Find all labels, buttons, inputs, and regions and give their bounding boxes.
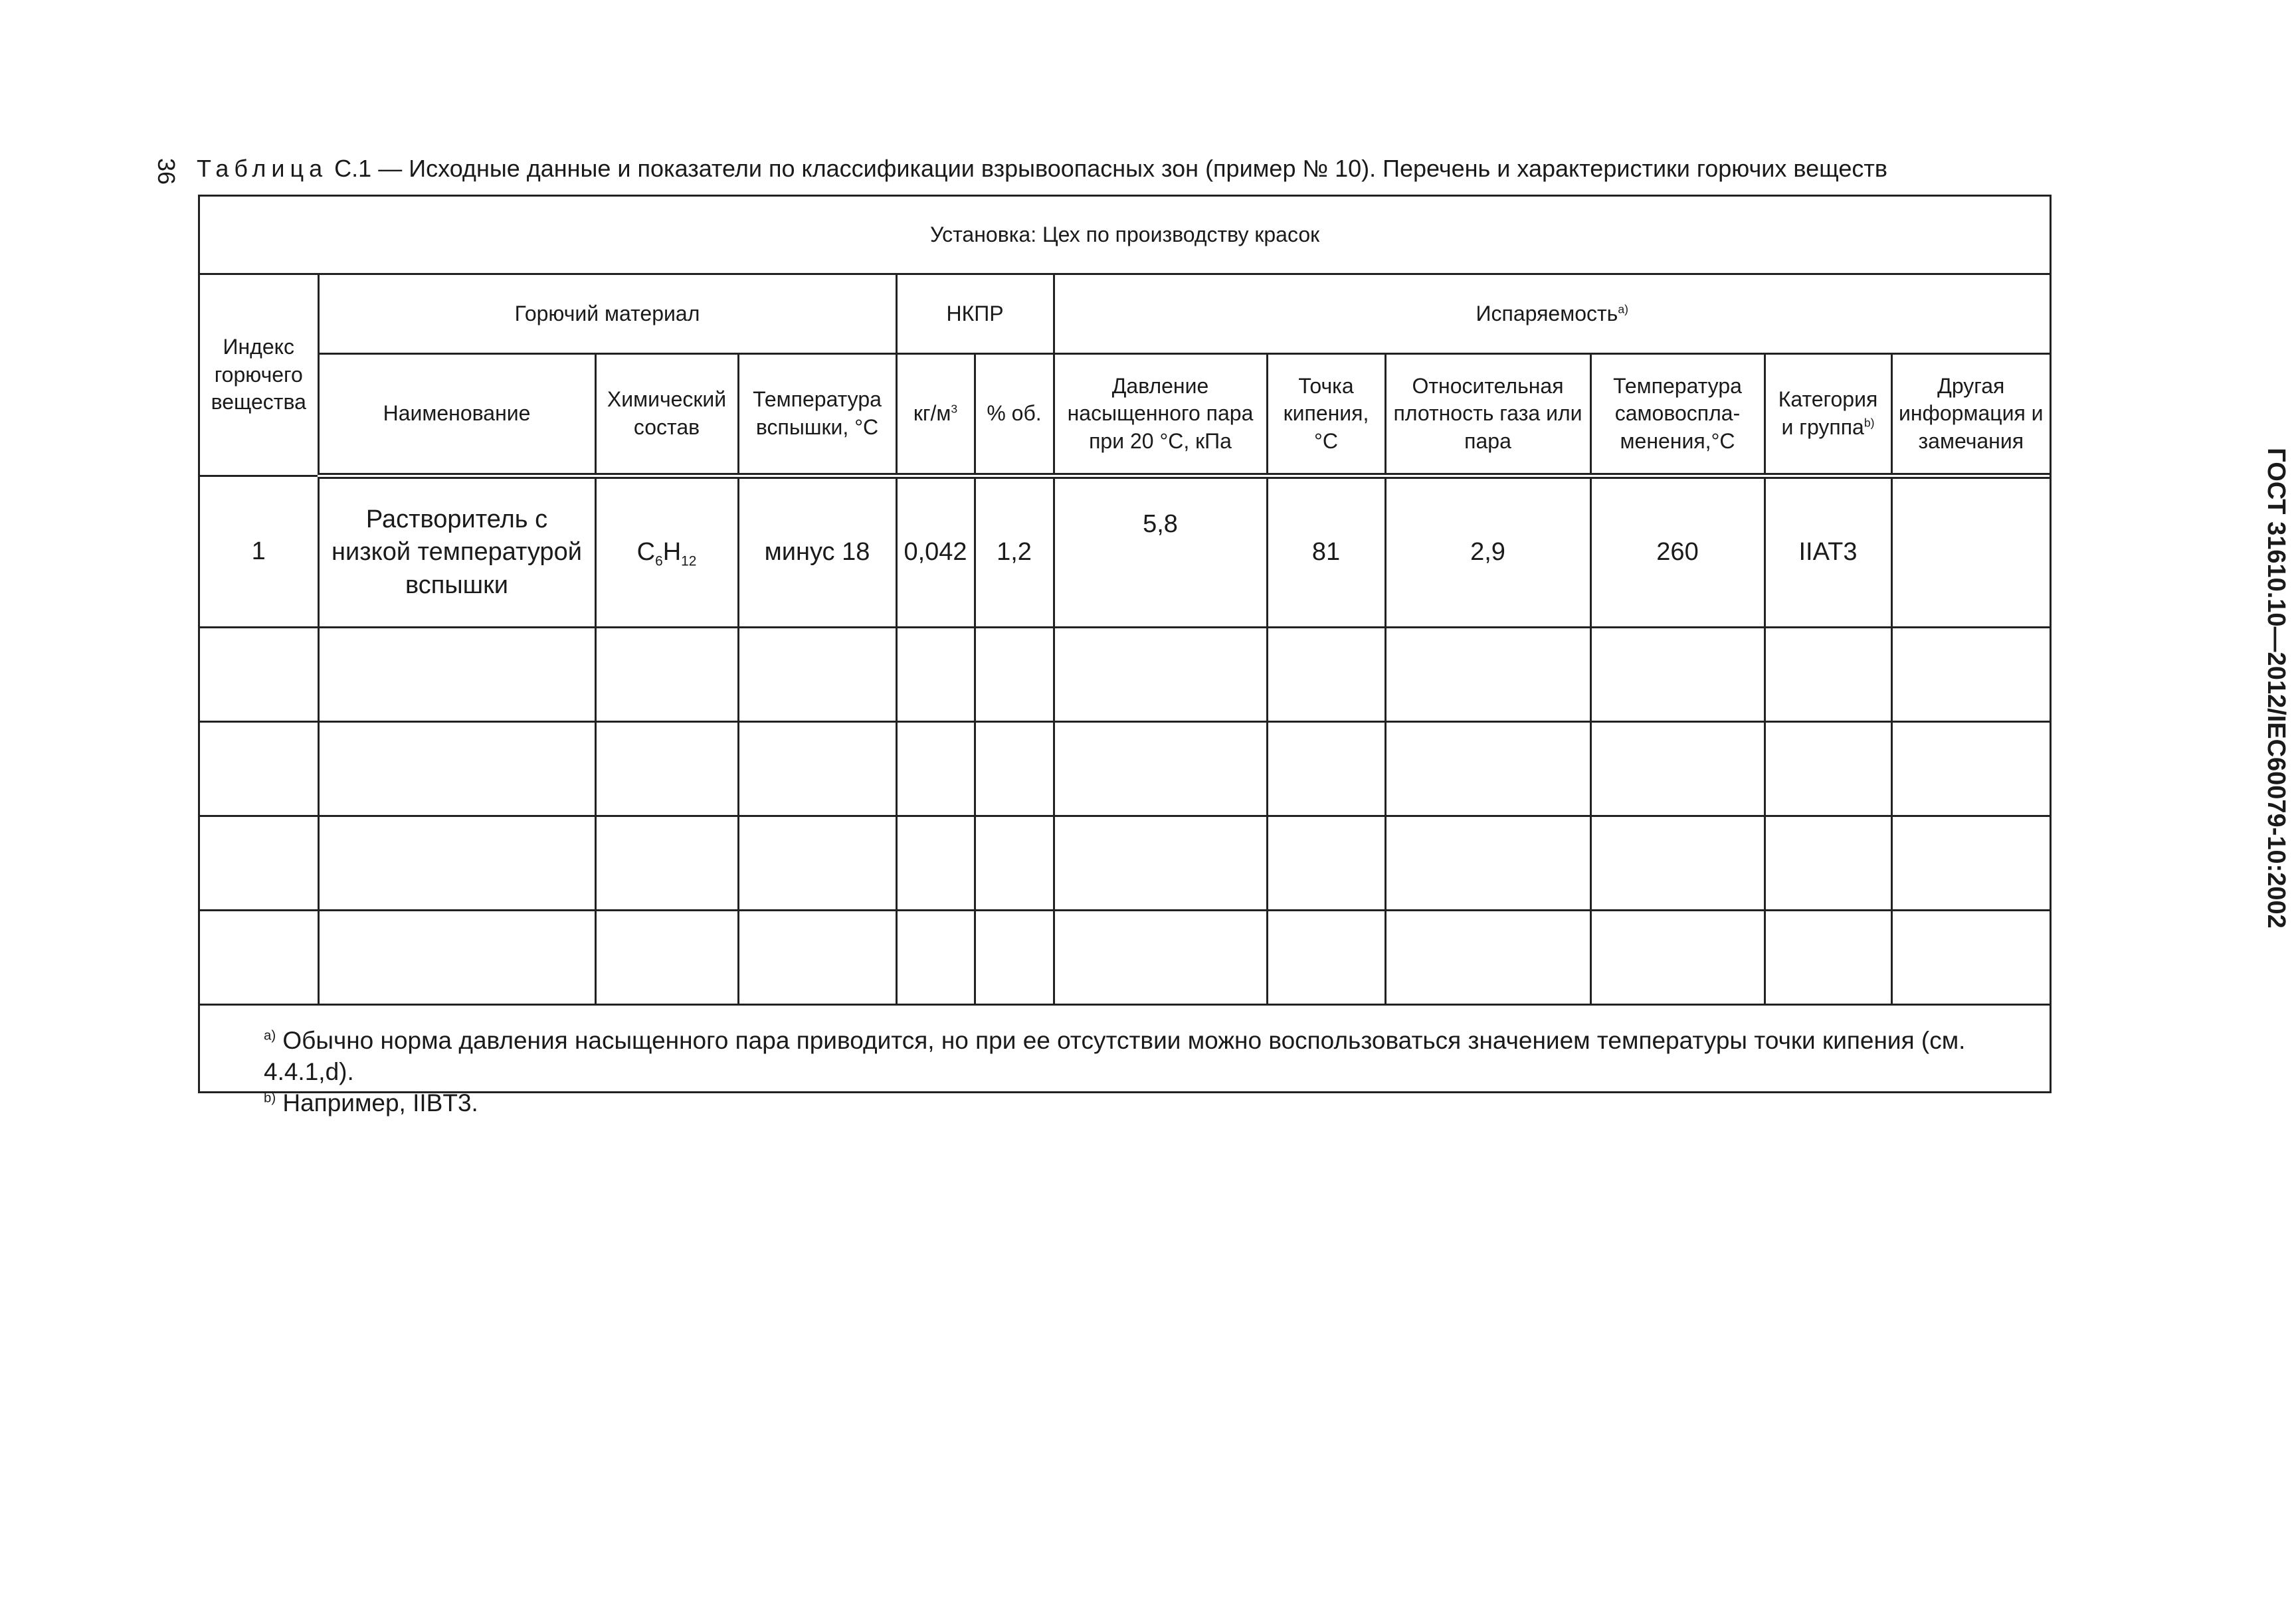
table-row [200,476,2050,628]
formula-h-subscript: 12 [681,553,697,569]
empty-cell [975,911,1054,1005]
table-notes [200,1005,2050,1130]
empty-cell [1267,911,1385,1005]
empty-cell [1054,722,1267,816]
empty-cell [1054,816,1267,911]
table-frame [198,195,2052,1117]
cell-category-group: IIAT3 [1765,476,1891,628]
empty-cell [1385,722,1590,816]
empty-cell [738,628,896,722]
cell-boiling-point: 81 [1267,476,1385,628]
formula-c-subscript: 6 [655,553,663,569]
header-chemical-composition: Химический состав [595,354,738,476]
empty-cell [1590,722,1765,816]
header-relative-density: Относительная плотность газа или пара [1385,354,1590,476]
header-name: Наименование [318,354,595,476]
footnote-a [264,1026,2036,1088]
empty-cell [200,722,318,816]
empty-cell [975,628,1054,722]
cell-flash-point: минус 18 [738,476,896,628]
empty-cell [318,911,595,1005]
empty-cell [1590,911,1765,1005]
footnote-b [264,1088,2036,1119]
category-group-note-marker: b) [1864,416,1875,430]
header-volatility [1054,274,2050,354]
empty-table-row [200,722,2050,816]
volatility-note-marker: а) [1618,302,1628,316]
empty-cell [1765,911,1891,1005]
empty-cell [738,816,896,911]
empty-cell [896,722,975,816]
header-vapor-pressure: Давление насыщенного пара при 20 °С, кПа [1054,354,1267,476]
header-combustible-material: Горючий материал [318,274,896,354]
substances-table [200,197,2050,1129]
empty-cell [1054,911,1267,1005]
category-group-label: Категория и группа [1778,387,1878,439]
empty-cell [1891,911,2050,1005]
cell-relative-density: 2,9 [1385,476,1590,628]
cell-kg-m3: 0,042 [896,476,975,628]
empty-cell [1891,816,2050,911]
empty-cell [975,816,1054,911]
empty-table-row [200,816,2050,911]
empty-cell [1385,628,1590,722]
empty-cell [1267,816,1385,911]
cell-vapor-pressure: 5,8 [1054,476,1267,628]
cell-chemical-formula [595,476,738,628]
empty-cell [1891,628,2050,722]
empty-cell [318,816,595,911]
kg-m3-exponent: 3 [951,402,958,416]
footnote-a-text: Обычно норма давления насыщенного пара приводится, но при ее отсутствии можно воспользоваться значением температуры точки кипения (см. 4.4.1,d). [264,1027,1966,1085]
cell-other-info [1891,476,2050,628]
cell-name: Растворитель с низкой температурой вспышки [318,476,595,628]
empty-cell [1891,722,2050,816]
empty-cell [1385,816,1590,911]
empty-cell [1267,628,1385,722]
volatility-label: Испаряемость [1476,301,1618,325]
header-nkpr: НКПР [896,274,1054,354]
header-flash-point: Температура вспышки, °С [738,354,896,476]
formula-h: H [662,538,682,567]
empty-cell [200,816,318,911]
empty-cell [738,722,896,816]
header-boiling-point: Точка кипения, °С [1267,354,1385,476]
header-index: Индекс горючего вещества [200,274,318,476]
empty-cell [975,722,1054,816]
caption-table-id: С.1 [334,155,372,182]
cell-ignition-temp: 260 [1590,476,1765,628]
empty-cell [1590,628,1765,722]
empty-cell [318,628,595,722]
header-category-group [1765,354,1891,476]
footnote-b-marker: b) [264,1091,276,1106]
empty-cell [595,911,738,1005]
empty-cell [200,628,318,722]
empty-cell [896,816,975,911]
empty-table-row [200,628,2050,722]
empty-cell [1765,628,1891,722]
header-kg-m3 [896,354,975,476]
footnote-b-text: Например, IIBT3. [282,1089,478,1117]
caption-prefix: Таблица [197,155,328,182]
caption-text: Исходные данные и показатели по классификации взрывоопасных зон (пример № 10). Перечень и характеристики горючих веществ [409,155,1887,182]
empty-cell [595,816,738,911]
kg-m3-label: кг/м [913,401,951,426]
empty-cell [595,722,738,816]
formula-c: C [636,538,656,567]
empty-cell [200,911,318,1005]
empty-cell [1765,722,1891,816]
empty-cell [1590,816,1765,911]
empty-cell [1385,911,1590,1005]
empty-cell [896,628,975,722]
empty-cell [738,911,896,1005]
header-other-info: Другая информация и замечания [1891,354,2050,476]
empty-cell [1765,816,1891,911]
cell-vol-percent: 1,2 [975,476,1054,628]
installation-cell: Установка: Цех по производству красок [200,197,2050,274]
empty-cell [1267,722,1385,816]
header-ignition-temp: Температура самовоспла-менения,°С [1590,354,1765,476]
standard-code: ГОСТ 31610.10—2012/IEC60079-10:2002 [2262,448,2290,929]
caption-dash: — [378,155,403,182]
empty-cell [595,628,738,722]
cell-index: 1 [200,476,318,628]
footnote-a-marker: а) [264,1028,276,1043]
empty-table-row [200,911,2050,1005]
empty-cell [896,911,975,1005]
page-number: 36 [153,157,180,185]
empty-cell [1054,628,1267,722]
table-caption [197,150,2123,187]
empty-cell [318,722,595,816]
header-vol-percent: % об. [975,354,1054,476]
